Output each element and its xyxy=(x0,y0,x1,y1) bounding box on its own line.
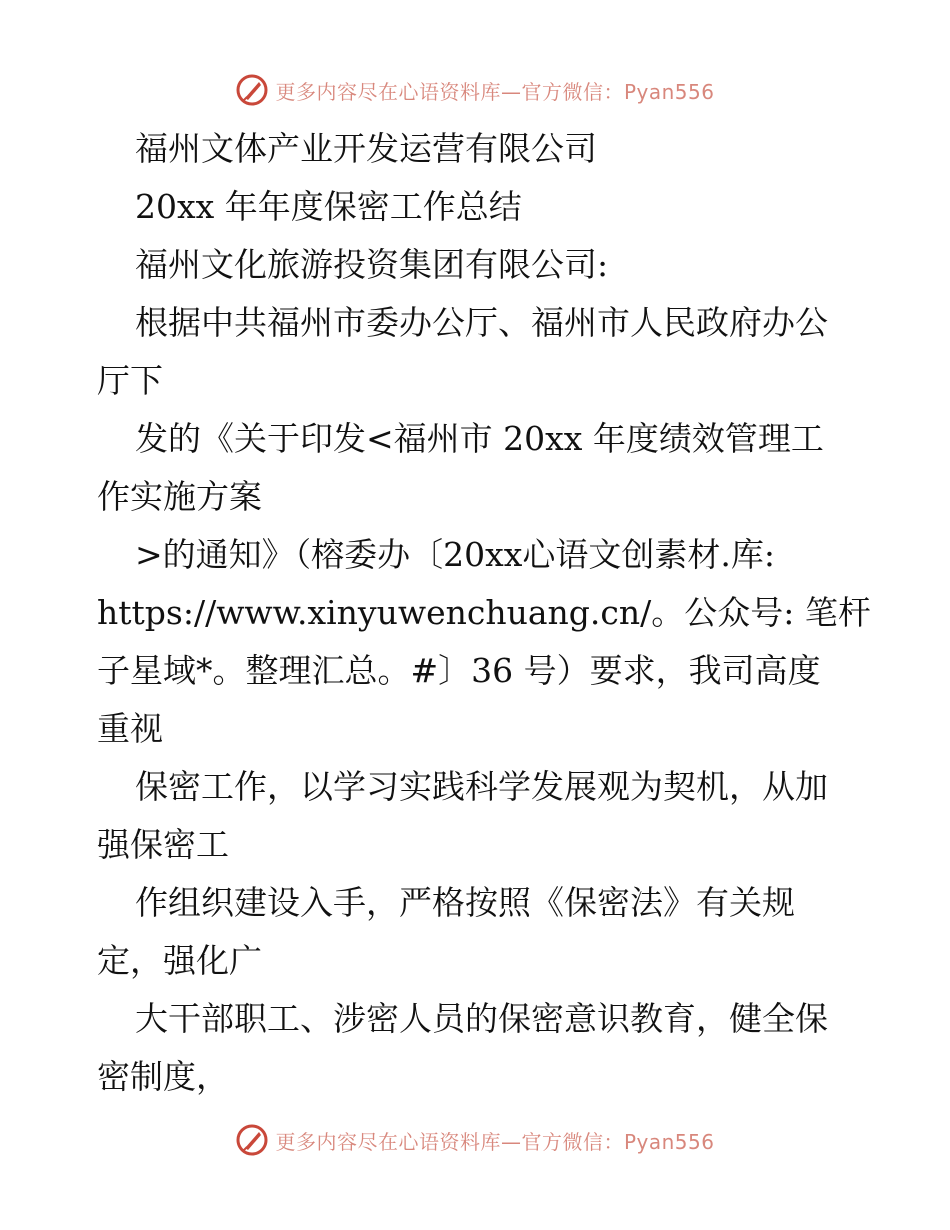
quill-pen-icon xyxy=(235,73,269,107)
company-name: 福州文体产业开发运营有限公司 xyxy=(135,129,597,168)
recipient: 福州文化旅游投资集团有限公司: xyxy=(135,245,609,284)
paragraph-line: 定，强化广 xyxy=(97,941,262,980)
paragraph-line: 子星域*。整理汇总。#〕36 号）要求，我司高度 xyxy=(97,651,821,690)
paragraph-line: 保密工作，以学习实践科学发展观为契机，从加 xyxy=(135,767,828,806)
paragraph-line: 密制度， xyxy=(97,1057,229,1096)
paragraph-line: 大干部职工、涉密人员的保密意识教育，健全保 xyxy=(135,999,828,1038)
document-body xyxy=(97,120,871,1106)
paragraph-line: 重视 xyxy=(97,709,163,748)
paragraph-line: 作实施方案 xyxy=(97,477,262,516)
footer-banner xyxy=(0,1120,950,1160)
paragraph-line: 厅下 xyxy=(97,361,163,400)
document-title: 20xx 年年度保密工作总结 xyxy=(135,187,522,226)
paragraph-line: 作组织建设入手，严格按照《保密法》有关规 xyxy=(135,883,795,922)
paragraph-line: https://www.xinyuwenchuang.cn/。公众号: 笔杆 xyxy=(97,593,871,632)
paragraph-line: >的通知》（榕委办〔20xx心语文创素材.库: xyxy=(135,535,775,574)
paragraph-line: 根据中共福州市委办公厅、福州市人民政府办公 xyxy=(135,303,828,342)
quill-pen-icon xyxy=(235,1123,269,1157)
paragraph-line: 发的《关于印发<福州市 20xx 年度绩效管理工 xyxy=(135,419,824,458)
header-banner-text: 更多内容尽在心语资料库—官方微信：Pyan556 xyxy=(275,79,715,104)
paragraph-line: 强保密工 xyxy=(97,825,229,864)
footer-banner-text: 更多内容尽在心语资料库—官方微信：Pyan556 xyxy=(275,1129,715,1154)
header-banner xyxy=(0,70,950,110)
